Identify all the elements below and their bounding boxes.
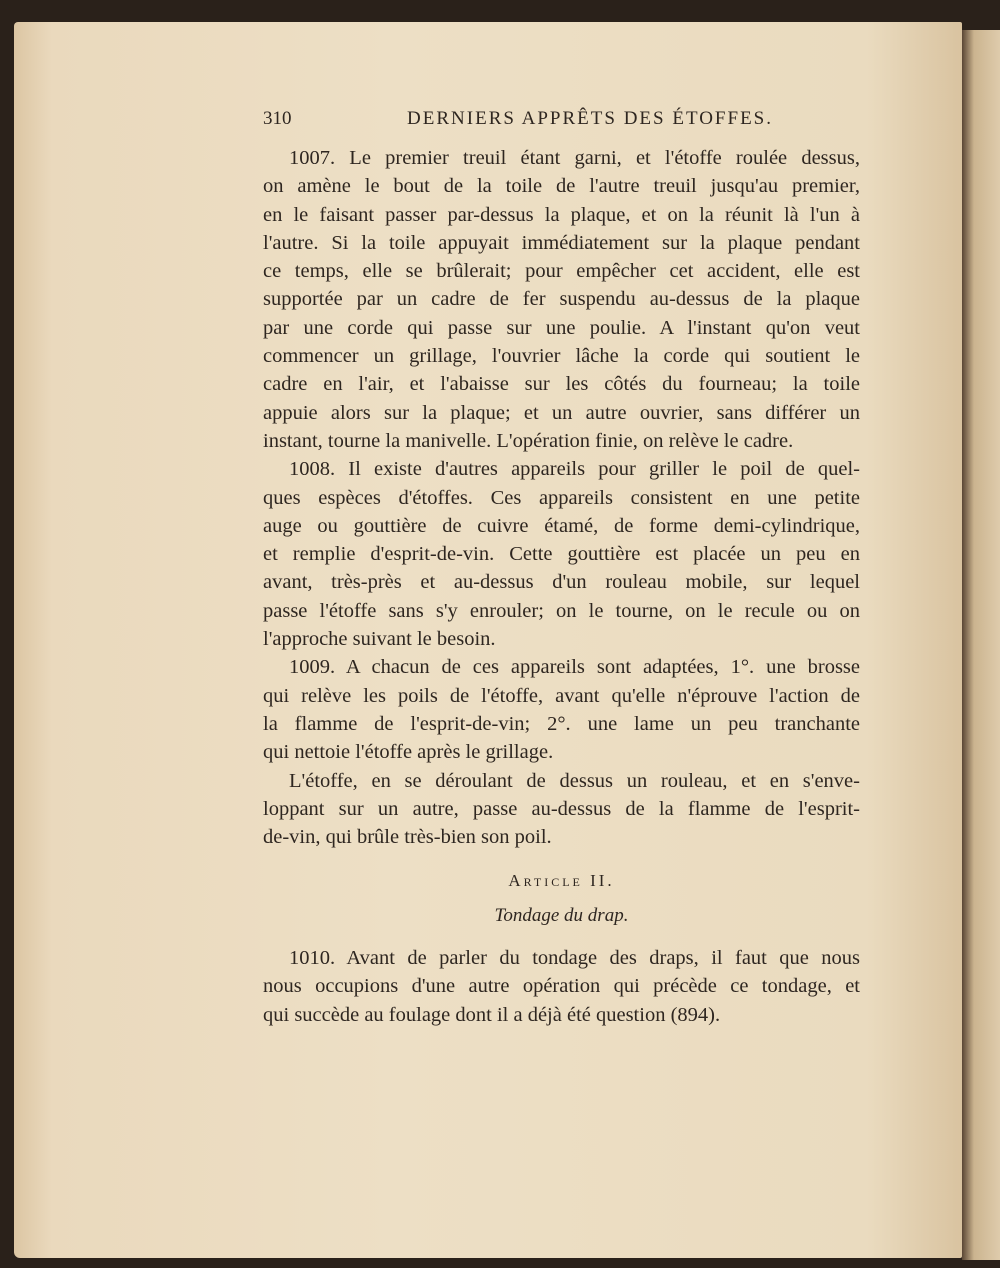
text-line: par une corde qui passe sur une poulie. A l'instant qu'on veut xyxy=(263,316,860,339)
paragraph xyxy=(263,653,860,766)
text-line: instant, tourne la manivelle. L'opération finie, on relève le cadre. xyxy=(263,429,794,452)
article-heading: Article II. xyxy=(508,871,615,890)
paragraph xyxy=(263,944,860,1029)
text-line: l'autre. Si la toile appuyait immédiatement sur la plaque pendant xyxy=(263,231,860,254)
paragraph xyxy=(263,144,860,455)
text-line: 1010. Avant de parler du tondage des draps, il faut que nous xyxy=(289,947,860,969)
text-line: qui relève les poils de l'étoffe, avant qu'elle n'éprouve l'action de xyxy=(263,684,860,707)
text-line: cadre en l'air, et l'abaisse sur les côtés du fourneau; la toile xyxy=(263,373,860,396)
text-line: avant, très-près et au-dessus d'un rouleau mobile, sur lequel xyxy=(263,571,860,594)
text-line: de-vin, qui brûle très-bien son poil. xyxy=(263,826,552,849)
text-line: commencer un grillage, l'ouvrier lâche la corde qui soutient le xyxy=(263,345,860,368)
running-title: DERNIERS APPRÊTS DES ÉTOFFES. xyxy=(407,108,773,129)
text-line: ques espèces d'étoffes. Ces appareils consistent en une petite xyxy=(263,486,860,509)
text-line: 1008. Il existe d'autres appareils pour griller le poil de quel- xyxy=(289,458,860,481)
text-line: auge ou gouttière de cuivre étamé, de forme demi-cylindrique, xyxy=(263,514,860,537)
text-line: L'étoffe, en se déroulant de dessus un rouleau, et en s'enve- xyxy=(289,769,860,792)
text-line: nous occupions d'une autre opération qui précède ce tondage, et xyxy=(263,975,860,998)
paragraph xyxy=(263,455,860,653)
text-line: ce temps, elle se brûlerait; pour empêcher cet accident, elle est xyxy=(263,260,860,283)
text-line: passe l'étoffe sans s'y enrouler; on le tourne, on le recule ou on xyxy=(263,599,860,622)
text-line: 1007. Le premier treuil étant garni, et l'étoffe roulée dessus, xyxy=(289,147,860,169)
text-line: qui succède au foulage dont il a déjà été question (894). xyxy=(263,1003,721,1026)
body-text-section-2 xyxy=(263,944,860,1029)
body-text-section-1 xyxy=(263,144,860,851)
text-line: la flamme de l'esprit-de-vin; 2°. une lame un peu tranchante xyxy=(263,712,860,735)
text-line: qui nettoie l'étoffe après le grillage. xyxy=(263,741,554,764)
running-header xyxy=(263,108,773,130)
text-line: l'approche suivant le besoin. xyxy=(263,628,496,651)
text-line: en le faisant passer par-dessus la plaque, et on la réunit là l'un à xyxy=(263,203,860,226)
article-subtitle: Tondage du drap. xyxy=(494,905,629,926)
page-number: 310 xyxy=(263,108,292,129)
facing-page-edge xyxy=(962,30,1000,1260)
text-line: loppant sur un autre, passe au-dessus de la flamme de l'esprit- xyxy=(263,797,860,820)
text-line: 1009. A chacun de ces appareils sont adaptées, 1°. une brosse xyxy=(289,656,860,679)
text-line: on amène le bout de la toile de l'autre treuil jusqu'au premier, xyxy=(263,175,860,198)
text-line: et remplie d'esprit-de-vin. Cette gouttière est placée un peu en xyxy=(263,543,860,566)
text-line: appuie alors sur la plaque; et un autre ouvrier, sans différer un xyxy=(263,401,860,424)
paragraph xyxy=(263,767,860,852)
text-line: supportée par un cadre de fer suspendu au-dessus de la plaque xyxy=(263,288,860,311)
